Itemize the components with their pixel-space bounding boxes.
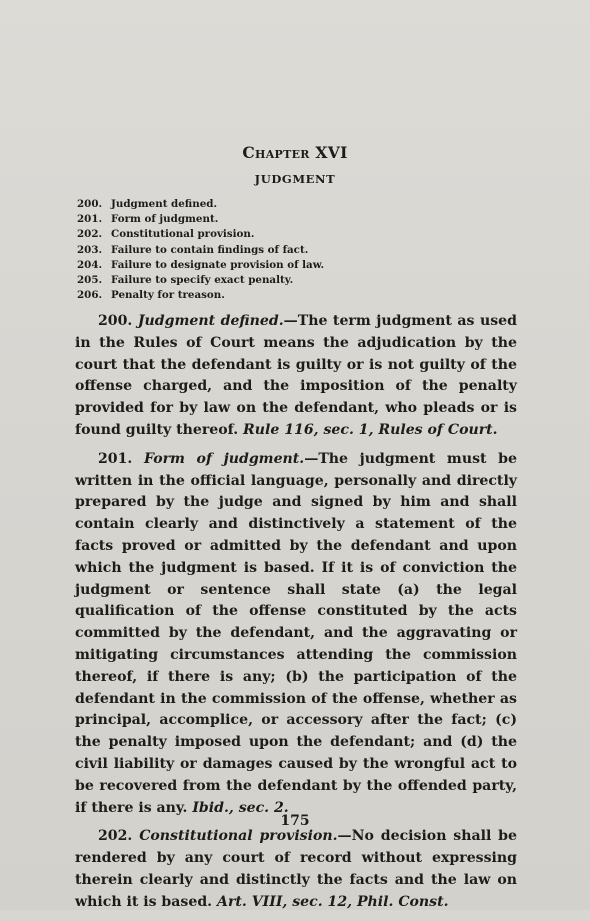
section-heading: Constitutional provision. [139,828,338,845]
contents-item [77,258,324,273]
contents-item-number: 200. [77,198,103,210]
section-paragraph [75,449,517,820]
contents-item [77,227,324,242]
section-citation: Rule 116, sec. 1, Rules of Court. [243,421,498,438]
section-paragraph [75,826,517,913]
section-citation: Ibid., sec. 2. [192,799,289,816]
contents-item [77,273,324,288]
section-paragraph [75,311,517,442]
chapter-heading [0,143,590,162]
section-number: 201. [98,450,133,467]
contents-item [77,212,324,227]
contents-item [77,197,324,212]
chapter-title: JUDGMENT [254,172,336,186]
contents-item [77,243,324,258]
chapter-label: Chapter XVI [242,143,348,162]
contents-item-text: Failure to contain findings of fact. [111,243,309,256]
section-number: 200. [98,313,133,329]
section-number: 202. [98,828,133,845]
contents-item-number: 206. [77,289,103,302]
contents-item-number: 203. [77,243,103,256]
contents-item-number: 202. [77,228,103,241]
section-heading: Form of judgment. [143,450,305,467]
section-body: —The term judgment as used in the Rules of Court means the adjudication by the court that the defendant is guilty or is not guilty of the offense charged, and the imposition of the penalty provided for by law on the defendant, who pleads or is found guilty thereof. [75,313,517,438]
contents-item-number: 205. [77,274,103,287]
section-body: —The judgment must be written in the official language, personally and directly prepared by the judge and signed by him and shall contain clearly and distinctively a statement of the facts proved or admitted by the defendant and upon which the judgment is based. If it is of conviction the judgment or sentence shall state (a) the legal qualification of the offense constituted by the acts committed by the defendant, and the aggravating or mitigating circumstances attending the commission thereof, if there is any; (b) the participation of the defendant in the commission of the offense, whether as principal, accomplice, or accessory after the fact; (c) the penalty imposed upon the defendant; and (d) the civil liability or damages caused by the wrongful act to be recovered from the defendant by the offended party, if there is any. [75,450,517,816]
section-heading: Judgment defined. [137,313,284,329]
section-body: —No decision shall be rendered by any court of record without expressing therein clearly and distinctly the facts and the law on which it is based. [75,828,517,910]
contents-item-text: Judgment defined. [111,198,218,210]
contents-item-text: Constitutional provision. [111,228,255,241]
section-citation: Art. VIII, sec. 12, Phil. Const. [217,893,449,910]
contents-item-text: Form of judgment. [111,213,219,226]
chapter-body [75,311,517,921]
contents-item-text: Failure to specify exact penalty. [111,274,294,287]
contents-item-text: Penalty for treason. [111,289,225,302]
contents-item-number: 204. [77,258,103,271]
contents-item-number: 201. [77,213,103,226]
section-contents-list [77,197,324,303]
page-number: 175 [280,813,310,829]
contents-item [77,288,324,303]
contents-item-text: Failure to designate provision of law. [111,258,325,271]
